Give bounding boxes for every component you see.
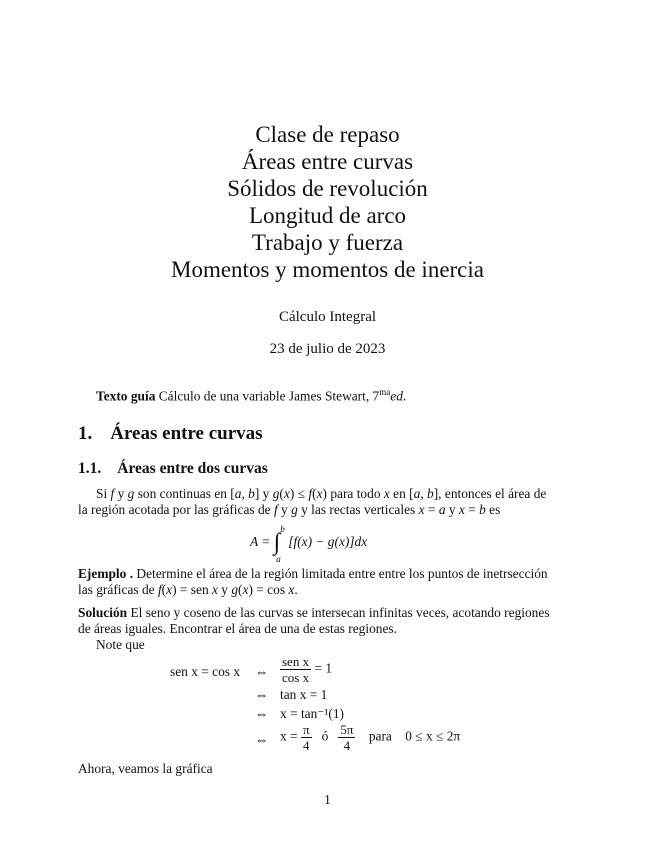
text-segment: Si [96,486,111,501]
text-segment: y [445,502,459,517]
example-line [78,582,298,598]
iff-icon: ⇔ [255,706,269,721]
text-segment: ) = cos [248,582,289,597]
subsection-heading [78,460,268,478]
text-segment: ], entonces el área de [433,486,547,501]
text-segment: f [273,502,278,517]
fraction-numerator: 5π [340,722,354,737]
text-segment: . [294,582,298,597]
eq-row2: tan x = 1 [280,687,328,702]
eq-range: 0 ≤ x ≤ 2π [405,728,461,744]
title-line: Momentos y momentos de inercia [171,257,484,282]
text-segment: y [114,486,128,501]
integral-upper: b [280,524,285,534]
example-line [78,566,548,582]
iff-icon: ⇔ [255,732,269,747]
eq-para: para [368,728,392,744]
text-segment: g [291,502,298,517]
text-segment: = [464,502,480,517]
eq-lhs: sen x = cos x [170,664,241,679]
text-segment: Determine el área de la región limitada entre entre los puntos de inetrsección [133,566,548,581]
text-segment: x [418,502,425,517]
text-segment: x [212,582,218,597]
text-segment: g [127,486,135,501]
text-segment: es [485,502,501,517]
fraction-denominator: 4 [343,738,351,753]
text-segment: . [402,388,407,404]
text-segment: x [166,582,173,597]
fraction-denominator: 4 [303,738,310,753]
iff-icon: ⇔ [255,687,269,702]
iff-icon: ⇔ [255,664,269,679]
guide-text [96,384,406,404]
text-segment: = [424,502,439,517]
text-segment: Solución [78,605,128,620]
title-line: Trabajo y fuerza [251,230,404,255]
text-segment: Ejemplo . [78,566,134,581]
text-segment: de áreas iguales. Encontrar el área de una de estas regiones. [78,621,397,636]
date: 23 de julio de 2023 [269,341,386,357]
text-segment: g [231,582,239,597]
fraction-numerator: π [302,722,310,737]
integral-lower: a [276,554,281,564]
text-segment: ( [238,582,243,597]
fraction-denominator: cos x [282,670,310,685]
text-segment: Texto guía [96,388,156,404]
section-number: 1. [78,423,93,444]
text-segment: x [288,582,295,597]
text-segment: la región acotada por las gráficas de [78,502,274,517]
title-line: Longitud de arco [248,203,407,228]
integral-sign-icon: ∫ [273,529,281,556]
text-segment: y [217,582,232,597]
page-number: 1 [324,792,331,807]
text-segment: ma [379,387,391,397]
eq-row3: x = tan⁻¹(1) [280,706,344,721]
closing-text: Ahora, veamos la gráfica [78,761,213,776]
text-segment: ] y [254,486,273,501]
course-name: Cálculo Integral [278,309,377,325]
text-segment: ed [390,388,403,404]
subsection-title: Áreas entre dos curvas [117,460,268,477]
text-segment: ( [161,582,167,597]
text-segment: f [157,582,162,597]
text-segment: a, b [413,486,434,501]
eq-or: ó [321,728,329,744]
text-segment: ) para todo [322,486,384,501]
text-segment: a [438,502,446,517]
eq-tail: = 1 [314,660,333,676]
eq-prefix: x = [280,728,298,744]
text-segment: en [ [389,486,414,501]
eq-row4 [280,722,460,753]
title-line: Clase de repaso [255,122,400,147]
integral-formula [250,524,368,564]
text-segment: x [316,486,323,501]
text-segment: El seno y coseno de las curvas se intersecan infinitas veces, acotando regiones [127,605,550,620]
integral-lhs: A = [250,534,271,550]
text-segment: f [110,486,115,501]
paragraph-line [78,502,500,518]
text-segment: f [308,486,313,501]
text-segment: b [479,502,486,517]
text-segment: ) ≤ [289,486,309,501]
solution-line [78,621,397,637]
paragraph-line [96,486,546,502]
subsection-number: 1.1. [78,460,102,477]
text-segment: x [283,486,290,501]
text-segment: a, b [234,486,255,501]
text-segment: g [272,486,280,501]
text-segment: x [383,486,390,501]
solution-line [78,605,550,621]
text-segment: ( [279,486,284,501]
text-segment: ( [312,486,317,501]
text-segment: x [242,582,249,597]
note-text: Note que [96,637,145,652]
text-segment: las gráficas de [78,582,158,597]
section-heading [78,423,263,445]
text-segment: x [458,502,465,517]
section-title: Áreas entre curvas [110,423,263,444]
text-segment: Cálculo de una variable James Stewart, 7 [155,388,380,404]
text-segment: son continuas en [ [134,486,235,501]
title-line: Áreas entre curvas [241,149,414,174]
integral-body: [f(x) − g(x)]dx [288,534,368,550]
eq-row1 [280,654,332,685]
fraction-numerator: sen x [282,654,310,669]
text-segment: y [277,502,292,517]
text-segment: y las rectas verticales [297,502,419,517]
text-segment: ) = sen [172,582,212,597]
title-line: Sólidos de revolución [227,176,428,201]
